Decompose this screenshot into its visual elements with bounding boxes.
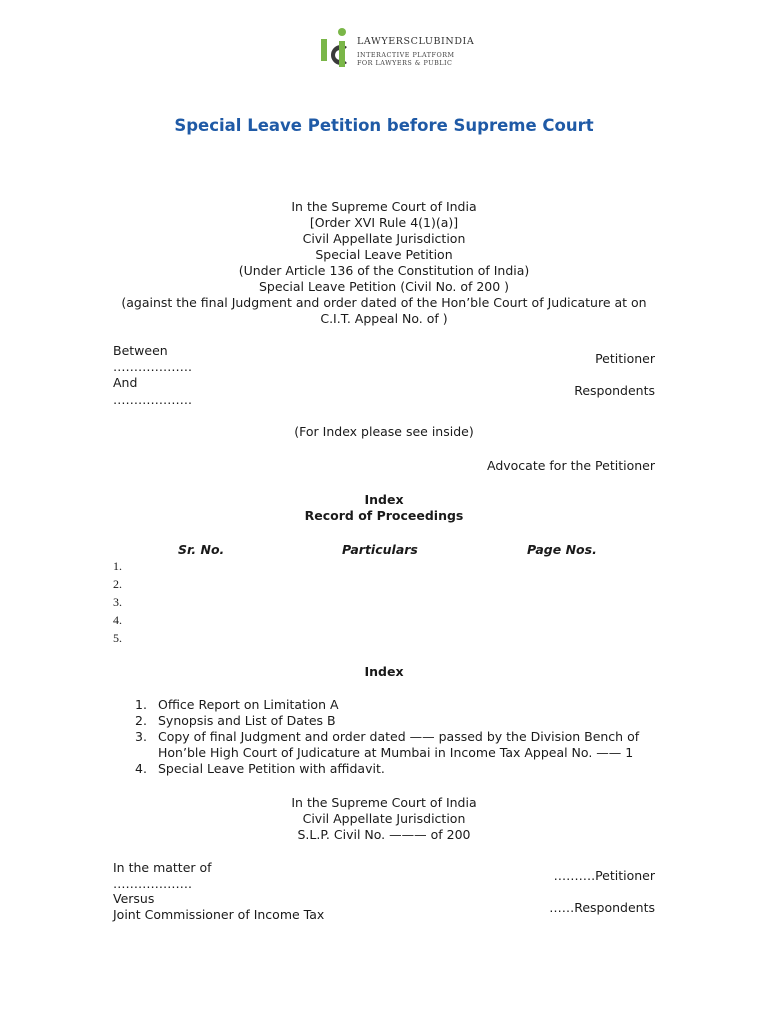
court-header-line: Special Leave Petition (Civil No. of 200 ) (258, 279, 510, 294)
court-header-line: Special Leave Petition (315, 247, 453, 262)
list-number: 2. (135, 713, 147, 728)
logo-tagline (357, 51, 455, 67)
advocate-label: Advocate for the Petitioner (487, 458, 655, 473)
second-block-line: S.L.P. Civil No. ——— of 200 (297, 827, 471, 842)
table-row: 5. (113, 631, 122, 645)
list-number: 3. (135, 729, 147, 744)
logo-brand: LAWYERSCLUBINDIA (357, 36, 475, 47)
court-header-line: (Under Article 136 of the Constitution of India) (238, 263, 530, 278)
list-text: Special Leave Petition with affidavit. (158, 761, 385, 776)
col-header-particulars: Particulars (342, 542, 418, 557)
list-number: 4. (135, 761, 147, 776)
page-title: Special Leave Petition before Supreme Court (174, 116, 594, 135)
second-block-line: Civil Appellate Jurisdiction (302, 811, 466, 826)
in-matter-label: In the matter of (113, 860, 212, 875)
matter-dots: ………………. (113, 876, 192, 891)
list-item (113, 729, 639, 745)
table-row: 2. (113, 577, 122, 591)
index-note: (For Index please see inside) (294, 424, 474, 439)
col-header-sr-no: Sr. No. (178, 542, 225, 557)
list-text: Office Report on Limitation A (158, 697, 339, 712)
respondent-dots: ………………. (113, 392, 192, 407)
list-item (113, 713, 639, 729)
versus-label: Versus (113, 891, 155, 906)
court-header-block (0, 199, 768, 327)
matter-respondents: ……Respondents (549, 900, 655, 915)
index-list (113, 697, 639, 777)
table-row: 1. (113, 559, 122, 573)
list-text: Copy of final Judgment and order dated —— passed by the Division Bench of (158, 729, 640, 744)
respondents-label: Respondents (574, 383, 655, 398)
petitioner-dots: ………………. (113, 359, 192, 374)
table-row: 3. (113, 595, 122, 609)
index2-heading: Index (364, 664, 404, 679)
respondent-name: Joint Commissioner of Income Tax (113, 907, 325, 922)
list-text: Hon’ble High Court of Judicature at Mumbai in Income Tax Appeal No. —— 1 (158, 745, 634, 760)
logo (319, 27, 479, 73)
list-item (113, 697, 639, 713)
record-rows (113, 557, 122, 647)
list-item (113, 761, 639, 777)
logo-tagline-1: INTERACTIVE PLATFORM (357, 51, 455, 59)
court-header-line: Civil Appellate Jurisdiction (302, 231, 466, 246)
and-label: And (113, 375, 138, 390)
second-court-block (0, 795, 768, 843)
col-header-page-nos: Page Nos. (527, 542, 597, 557)
court-header-line: C.I.T. Appeal No. of ) (320, 311, 448, 326)
matter-petitioner: ……….Petitioner (553, 868, 655, 883)
list-number: 1. (135, 697, 147, 712)
list-item (113, 745, 639, 761)
list-text: Synopsis and List of Dates B (158, 713, 336, 728)
court-header-line: [Order XVI Rule 4(1)(a)] (309, 215, 459, 230)
petitioner-label: Petitioner (595, 351, 655, 366)
between-label: Between (113, 343, 168, 358)
table-row: 4. (113, 613, 122, 627)
index-heading: Index (364, 492, 404, 507)
record-heading: Record of Proceedings (304, 508, 464, 523)
second-block-line: In the Supreme Court of India (291, 795, 477, 810)
logo-tagline-2: FOR LAWYERS & PUBLIC (357, 59, 453, 67)
court-header-line: (against the final Judgment and order dated of the Hon’ble Court of Judicature at on (121, 295, 647, 310)
lci-logo-icon (319, 27, 351, 71)
court-header-line: In the Supreme Court of India (291, 199, 477, 214)
